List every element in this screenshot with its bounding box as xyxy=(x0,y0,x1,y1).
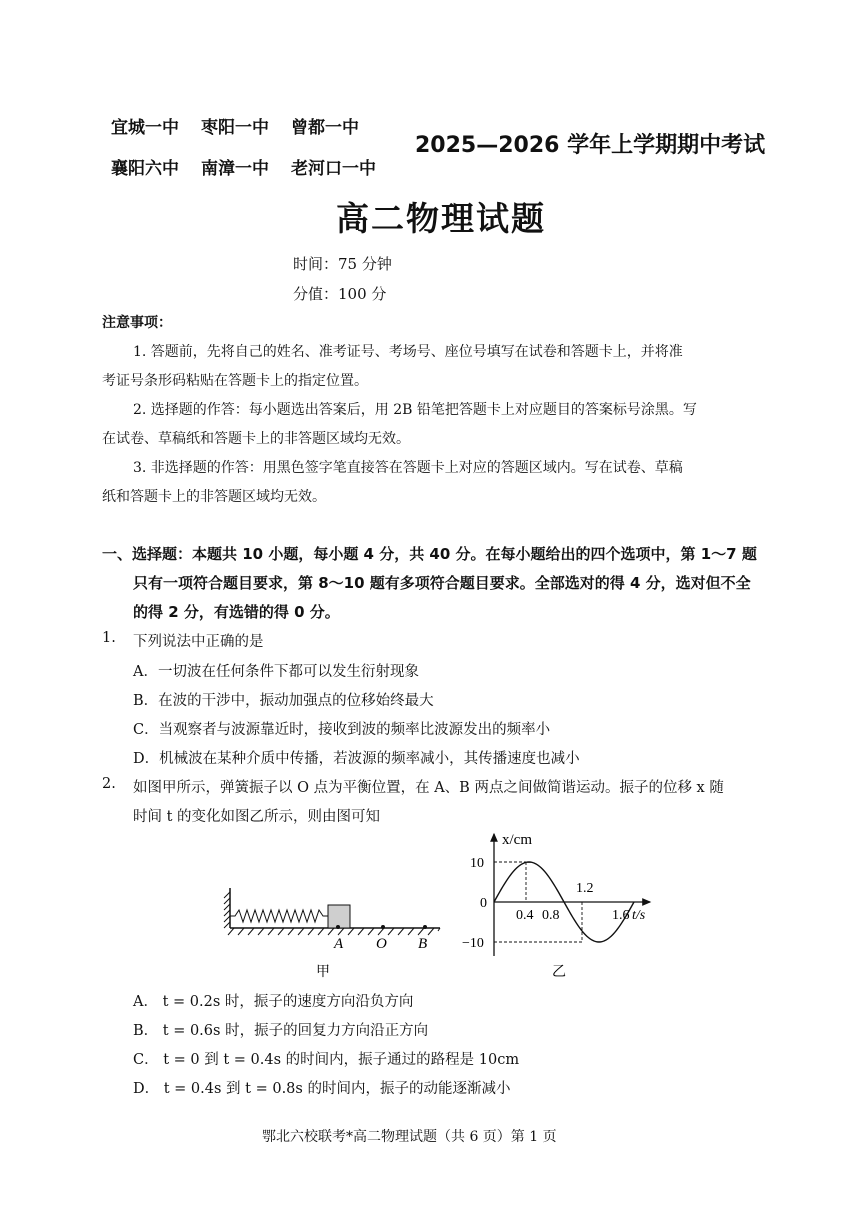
tick-label-0: 0 xyxy=(480,896,487,911)
note-item-1-line-1: 1. 答题前，先将自己的姓名、准考证号、考场号、座位号填写在试卷和答题卡上，并将准 xyxy=(133,344,683,360)
exam-title: 2025—2026 学年上学期期中考试 xyxy=(415,133,766,158)
school-name: 老河口一中 xyxy=(291,159,376,179)
question-1-option-d: D．机械波在某种介质中传播，若波源的频率减小，其传播速度也减小 xyxy=(133,751,580,767)
question-2-option-c: C． t = 0 到 t = 0.4s 的时间内，振子通过的路程是 10cm xyxy=(133,1052,520,1068)
tick-label-0-8: 0.8 xyxy=(542,908,560,923)
label-b: B xyxy=(418,936,428,952)
note-item-3-line-1: 3. 非选择题的作答：用黑色签字笔直接答在答题卡上对应的答题区域内。写在试卷、草稿 xyxy=(133,460,683,476)
question-1-option-a: A．一切波在任何条件下都可以发生衍射现象 xyxy=(133,664,419,680)
point-o-dot xyxy=(381,925,385,929)
point-a-dot xyxy=(336,925,340,929)
oscillator-block xyxy=(328,905,350,928)
tick-label-10: 10 xyxy=(470,856,484,871)
question-2-option-d: D． t = 0.4s 到 t = 0.8s 的时间内，振子的动能逐渐减小 xyxy=(133,1081,511,1097)
note-item-3-line-2: 纸和答题卡上的非答题区域均无效。 xyxy=(102,489,326,505)
point-b-dot xyxy=(423,925,427,929)
subject-title: 高二物理试题 xyxy=(336,199,546,238)
question-2-number: 2. xyxy=(102,776,116,792)
figure-spring-oscillator xyxy=(218,880,448,980)
figure-jia-caption: 甲 xyxy=(316,965,330,980)
figure-yi-caption: 乙 xyxy=(552,965,566,980)
school-name: 曾都一中 xyxy=(291,118,359,138)
section-1-line-2: 只有一项符合题目要求，第 8～10 题有多项符合题目要求。全部选对的得 4 分，选对但不全 xyxy=(133,574,751,592)
page-footer: 鄂北六校联考*高二物理试题（共 6 页）第 1 页 xyxy=(262,1129,557,1145)
school-name: 南漳一中 xyxy=(201,159,269,179)
school-row-2 xyxy=(111,154,376,179)
note-item-2-line-1: 2. 选择题的作答：每小题选出答案后，用 2B 铅笔把答题卡上对应题目的答案标号涂黑。写 xyxy=(133,402,697,418)
tick-label-neg10: −10 xyxy=(462,936,484,951)
question-1-number: 1. xyxy=(102,630,116,646)
section-1-line-3: 的得 2 分，有选错的得 0 分。 xyxy=(133,603,340,621)
exam-score: 分值：100 分 xyxy=(293,285,387,303)
school-name: 枣阳一中 xyxy=(201,118,269,138)
tick-label-1-6: 1.6 xyxy=(612,908,630,923)
floor-hatch xyxy=(228,928,440,935)
y-axis-label: x/cm xyxy=(502,832,532,848)
wall-hatch xyxy=(224,892,230,928)
tick-label-0-4: 0.4 xyxy=(516,908,534,923)
question-2-option-b: B． t = 0.6s 时，振子的回复力方向沿正方向 xyxy=(133,1023,429,1039)
spring xyxy=(230,910,328,922)
label-a: A xyxy=(334,936,344,952)
school-row-1 xyxy=(111,113,359,138)
school-name: 襄阳六中 xyxy=(111,159,179,179)
note-item-1-line-2: 考证号条形码粘贴在答题卡上的指定位置。 xyxy=(102,373,368,389)
figure-xt-graph xyxy=(460,826,660,981)
note-item-2-line-2: 在试卷、草稿纸和答题卡上的非答题区域均无效。 xyxy=(102,431,410,447)
school-name: 宜城一中 xyxy=(111,118,179,138)
question-1-option-b: B．在波的干涉中，振动加强点的位移始终最大 xyxy=(133,693,434,709)
question-2-option-a: A． t = 0.2s 时，振子的速度方向沿负方向 xyxy=(133,994,414,1010)
exam-time: 时间：75 分钟 xyxy=(293,255,392,273)
question-1-stem: 下列说法中正确的是 xyxy=(133,634,264,650)
section-1-line-1: 一、选择题：本题共 10 小题，每小题 4 分，共 40 分。在每小题给出的四个选项中，第 1～7 题 xyxy=(102,545,757,563)
tick-label-1-2: 1.2 xyxy=(576,881,594,896)
notes-heading: 注意事项： xyxy=(102,315,172,331)
question-2-stem-line-1: 如图甲所示，弹簧振子以 O 点为平衡位置，在 A、B 两点之间做简谐运动。振子的位移 x 随 xyxy=(133,780,724,796)
question-1-option-c: C．当观察者与波源靠近时，接收到波的频率比波源发出的频率小 xyxy=(133,722,551,738)
label-o: O xyxy=(376,936,387,952)
x-axis-label: t/s xyxy=(632,908,646,923)
question-2-stem-line-2: 时间 t 的变化如图乙所示，则由图可知 xyxy=(133,809,381,825)
